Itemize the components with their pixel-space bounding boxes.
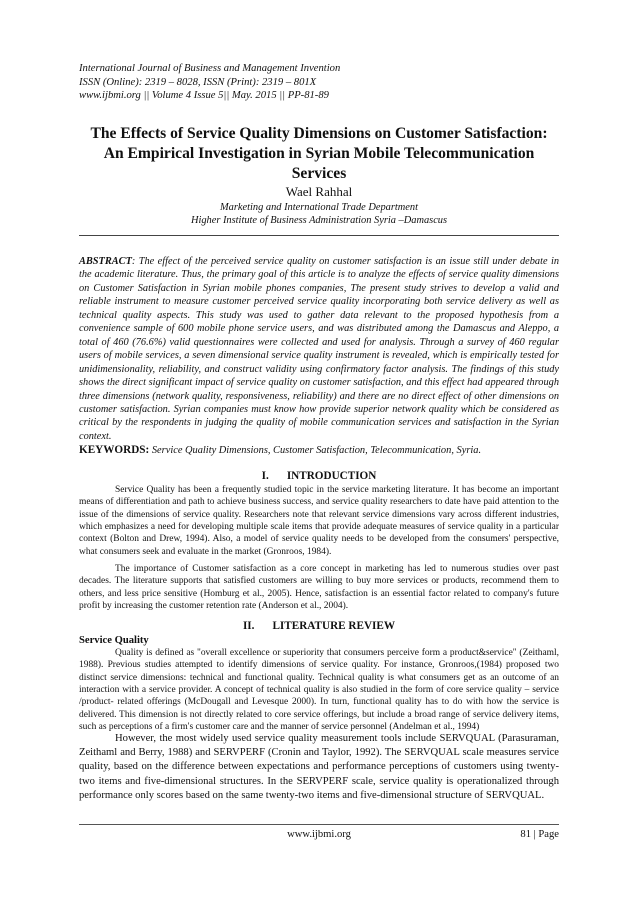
affiliation-department: Marketing and International Trade Department [220, 202, 418, 213]
paragraph-intro-1: Service Quality has been a frequently studied topic in the service marketing literature. It has become an important means of differentiation and path to achieve business success, and service quality researchers to date have paid attention to the issue of the dimensions of service quality. Researchers note that relevant service dimensions vary across different industries, which emphasizes a need for developing multiple scale items that provide adequate measures of service quality in a particular context (Bolton and Drew, 1994). Also, a model of service quality needs to be developed from the consumers' perspective, what consumers seek and evaluate in the market (Gronroos, 1984). [79, 485, 559, 557]
abstract-label: ABSTRACT [79, 256, 132, 267]
journal-issn: ISSN (Online): 2319 – 8028, ISSN (Print): 2319 – 801X [79, 76, 317, 88]
abstract [79, 255, 559, 443]
header-divider [79, 235, 559, 236]
paper-title: The Effects of Service Quality Dimensions on Customer Satisfaction: An Empirical Investigation in Syrian Mobile Telecommunication Services [90, 125, 548, 182]
section-number: I. [261, 470, 269, 482]
section-number: II. [242, 620, 255, 632]
keywords-label: KEYWORDS: [79, 444, 150, 456]
paragraph-intro-2: The importance of Customer satisfaction as a core concept in marketing has led to numerous studies over past decades. The literature supports that satisfied customers are willing to buy more services or products, recommend them to others, and less price sensitive (Homburg et al., 2005). Hence, satisfaction is an essential factor related to company's future profit by increasing the customer retention rate (Anderson et al., 2004). [79, 564, 559, 612]
page-number: 81 | Page [520, 829, 559, 840]
section-heading-literature-review [79, 619, 559, 633]
author-name: Wael Rahhal [285, 184, 353, 199]
author-affiliation [79, 201, 559, 227]
paragraph-lit-1: Quality is defined as "overall excellence or superiority that consumers perceive form a product&service" (Zeithaml, 1988). Previous studies attempted to identify dimensions of service quality. For instance, Gronroos,(1984) proposed two distinct service dimensions: technical and functional quality. Technical quality is what consumers get as an outcome of an interaction with a service provider. A concept of technical quality is also studied in the form of core service quality – service /product- related offerings (McDougall and Levesque 2000). In turn, functional quality has to do with how the service is delivered. This dimension is not directly related to core service offerings, but include a broad range of service delivery items, such as perceptions of a firm's customer care and the manner of service personnel (Andelman et al., 1994) [79, 648, 559, 733]
abstract-text: : The effect of the perceived service quality on customer satisfaction is an issue still under debate in the academic literature. Thus, the primary goal of this article is to analyze the effects of service quality dimensions on Customer Satisfaction in Syrian mobile phones companies, The present study strives to develop a valid and reliable instrument to measure customer perceived service quality incorporating both service delivery as well as technical quality aspects. This study was used to gather data relevant to the proposed hypothesis from a convenience sample of 600 mobile phone service users, and was distributed among the Damascus and Aleppo, a total of 460 (76.6%) valid questionnaires were collected and used for analysis. Through a survey of 460 regular users of mobile services, a seven dimensional service quality instrument is revealed, which is empirically tested for unidimensionality, reliability, and construct validity using confirmatory factor analysis. The findings of this study shows the direct significant impact of service quality on customer satisfaction, and this effect had appeared through three dimensions (network quality, responsiveness, reliability) and there are no direct effect of other dimensions on customer satisfaction. Syrian companies must know how provide superior network quality which be considered as critical by the respondents in judging the quality of mobile communication services and satisfaction in the Syrian context. [79, 256, 559, 442]
journal-header [79, 62, 559, 103]
subsection-heading: Service Quality [79, 635, 149, 646]
section-title: LITERATURE REVIEW [272, 620, 396, 632]
keywords-value: Service Quality Dimensions, Customer Satisfaction, Telecommunication, Syria. [151, 445, 482, 456]
journal-volume: www.ijbmi.org || Volume 4 Issue 5|| May. 2015 || PP-81-89 [79, 90, 329, 102]
journal-name: International Journal of Business and Management Invention [79, 63, 341, 74]
section-title: INTRODUCTION [286, 470, 377, 482]
footer-url: www.ijbmi.org [287, 829, 351, 840]
paragraph-lit-2: However, the most widely used service quality measurement tools include SERVQUAL (Parasuraman, Zeithaml and Berry, 1988) and SERVPERF (Cronin and Taylor, 1992). The SERVQUAL scale measures service quality, based on the difference between expectations and performance perceptions of customers using twenty-two items and five-dimensional structures. In the SERVPERF scale, service quality is operationalized through performance only scores based on the same twenty-two items and five-dimensional structure of SERVQUAL. [79, 733, 559, 801]
section-heading-introduction [79, 469, 559, 483]
keywords [79, 444, 559, 457]
footer-divider [79, 824, 559, 825]
affiliation-institute: Higher Institute of Business Administration Syria –Damascus [190, 215, 448, 226]
